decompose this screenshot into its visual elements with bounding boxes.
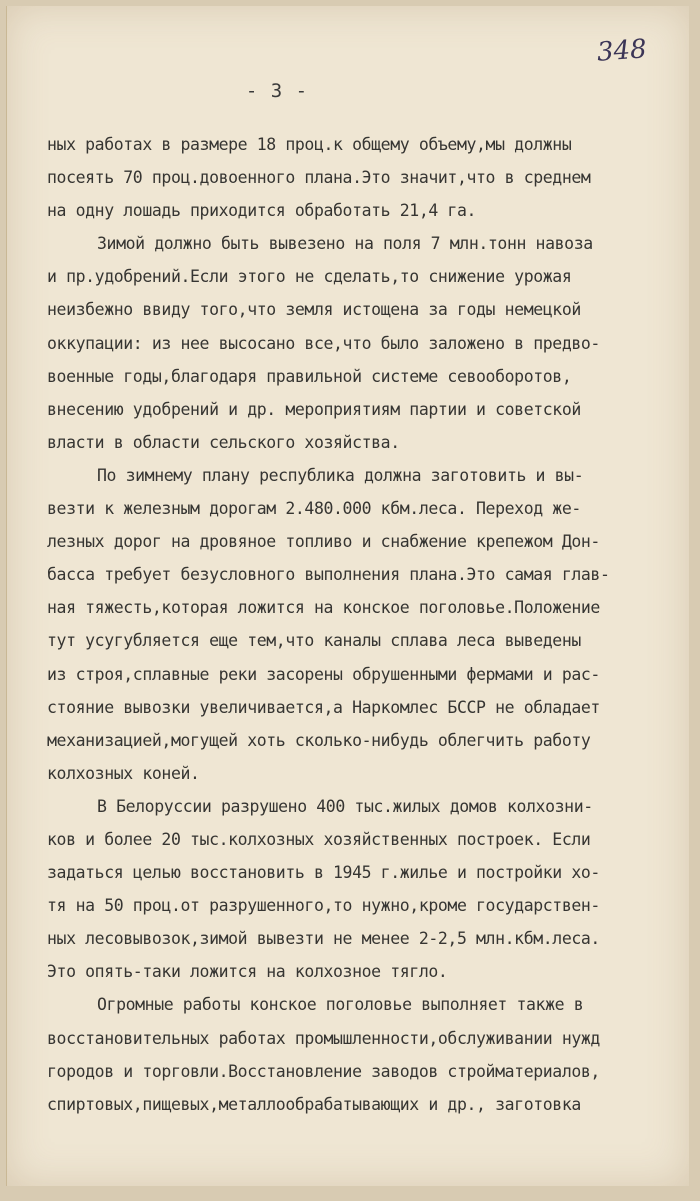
text-line: внесению удобрений и др. мероприятиям партии и советской xyxy=(47,399,581,419)
text-line: Зимой должно быть вывезено на поля 7 млн.тонн навоза xyxy=(97,234,593,254)
text-line: тя на 50 проц.от разрушенного,то нужно,кроме государствен- xyxy=(47,896,600,916)
document-body xyxy=(47,128,672,1121)
text-line: из строя,сплавные реки засорены обрушенными фермами и рас- xyxy=(47,664,600,684)
text-line: В Белоруссии разрушено 400 тыс.жилых домов колхозни- xyxy=(97,796,593,816)
text-line: лезных дорог на дровяное топливо и снабжение крепежом Дон- xyxy=(47,532,600,552)
text-line: По зимнему плану республика должна заготовить и вы- xyxy=(97,465,584,485)
text-line: неизбежно ввиду того,что земля истощена за годы немецкой xyxy=(47,300,581,320)
text-line: спиртовых,пищевых,металлообрабатывающих и др., заготовка xyxy=(47,1094,581,1114)
text-line: на одну лошадь приходится обработать 21,4 га. xyxy=(47,201,477,221)
text-line: Это опять-таки ложится на колхозное тягло. xyxy=(47,962,448,982)
archive-page-number: 348 xyxy=(596,34,648,68)
text-line: восстановительных работах промышленности,обслуживании нужд xyxy=(47,1028,600,1048)
text-line: ная тяжесть,которая ложится на конское поголовье.Положение xyxy=(47,598,600,618)
text-line: колхозных коней. xyxy=(47,763,200,783)
text-line: везти к железным дорогам 2.480.000 кбм.леса. Переход же- xyxy=(47,499,581,519)
text-line: басса требует безусловного выполнения плана.Это самая глав- xyxy=(47,565,610,585)
text-line: оккупации: из нее высосано все,что было заложено в предво- xyxy=(47,333,600,353)
text-line: задаться целью восстановить в 1945 г.жилье и постройки хо- xyxy=(47,863,600,883)
text-line: городов и торговли.Восстановление заводов стройматериалов, xyxy=(47,1061,600,1081)
text-line: стояние вывозки увеличивается,а Наркомлес БССР не обладает xyxy=(47,697,600,717)
text-line: военные годы,благодаря правильной системе севооборотов, xyxy=(47,366,572,386)
text-line: механизацией,могущей хоть сколько-нибудь облегчить работу xyxy=(47,730,591,750)
text-line: ных лесовывозок,зимой вывезти не менее 2-2,5 млн.кбм.леса. xyxy=(47,929,600,949)
text-line: ков и более 20 тыс.колхозных хозяйственных построек. Если xyxy=(47,829,591,849)
text-line: Огромные работы конское поголовье выполняет также в xyxy=(97,995,584,1015)
page-number: - 3 - xyxy=(245,80,309,102)
text-line: власти в области сельского хозяйства. xyxy=(47,432,400,452)
text-line: ных работах в размере 18 проц.к общему объему,мы должны xyxy=(47,135,572,154)
text-line: и пр.удобрений.Если этого не сделать,то снижение урожая xyxy=(47,267,572,287)
text-line: посеять 70 проц.довоенного плана.Это значит,что в среднем xyxy=(47,168,591,188)
text-line: тут усугубляется еще тем,что каналы сплава леса выведены xyxy=(47,631,581,651)
document-page xyxy=(6,6,689,1186)
